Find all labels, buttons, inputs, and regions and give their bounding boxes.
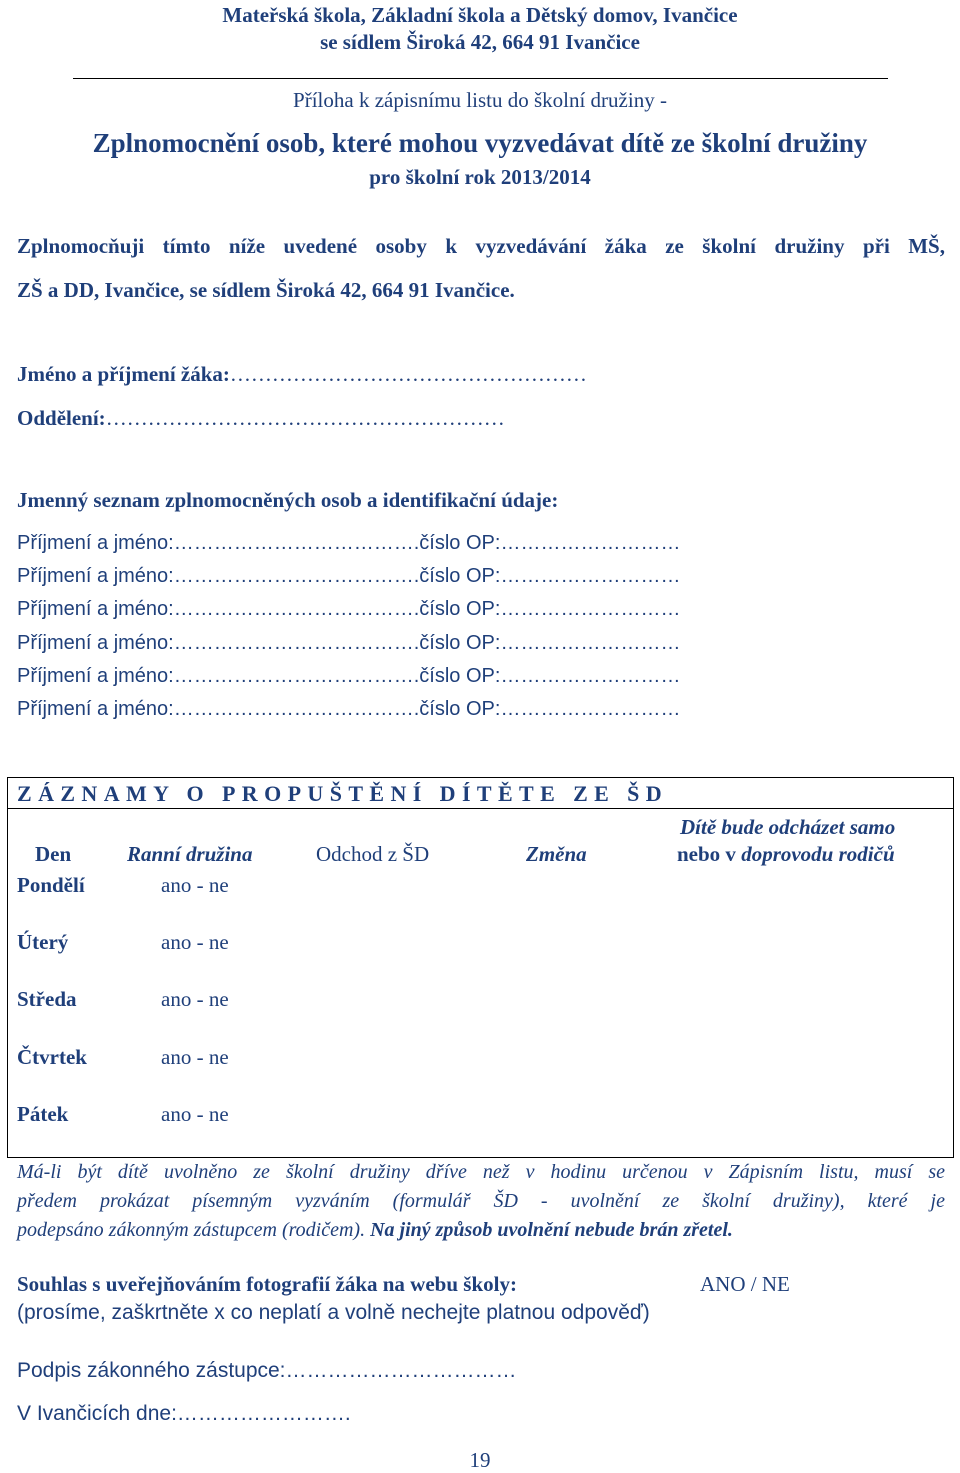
day-label: Středa [17,987,77,1012]
column-dite-line2: nebo v doprovodu rodičů [677,842,895,866]
signature-dots: …………………………… [285,1359,517,1382]
person-op-dots: ……………………… [500,631,681,654]
person-name-label: Příjmení a jméno: [17,565,174,588]
person-name-label: Příjmení a jméno: [17,532,174,554]
person-row[interactable] [17,698,680,721]
school-name: Mateřská škola, Základní škola a Dětský domov, Ivančice [222,3,738,27]
person-name-label: Příjmení a jméno: [17,598,174,621]
department-label: Oddělení: [17,406,106,430]
person-name-label: Příjmení a jméno: [17,664,174,687]
ranni-druzina-choice[interactable]: ano - ne [161,1101,229,1126]
day-label: Čtvrtek [17,1044,87,1069]
attachment-note: Příloha k zápisnímu listu do školní družiny - [293,88,667,112]
person-op-label: číslo OP: [419,631,501,654]
person-row[interactable] [17,532,680,555]
persons-heading: Jmenný seznam zplnomocněných osob a identifikační údaje: [17,488,559,512]
person-name-dots: ………………………………. [173,532,420,554]
intro-line-1: Zplnomocňuji tímto níže uvedené osoby k vyzvedávání žáka ze školní družiny při MŠ, [17,234,945,258]
column-ranni-druzina: Ranní družina [127,842,253,866]
records-heading: ZÁZNAMY O PROPUŠTĚNÍ DÍTĚTE ZE ŠD [17,781,669,806]
intro-line-2: ZŠ a DD, Ivančice, se sídlem Široká 42, 664 91 Ivančice. [17,278,515,302]
person-op-label: číslo OP: [419,565,501,588]
column-den: Den [35,842,72,866]
person-op-label: číslo OP: [419,532,501,554]
ranni-druzina-choice[interactable]: ano - ne [161,930,229,955]
ranni-druzina-choice[interactable]: ano - ne [161,987,229,1012]
page-number: 19 [469,1448,491,1472]
note-line-2: předem prokázat písemným vyzváním (formulář ŠD - uvolnění ze školní družiny), které je [17,1190,945,1212]
school-year: pro školní rok 2013/2014 [369,165,591,189]
person-op-label: číslo OP: [419,598,501,621]
date-field[interactable] [17,1402,351,1426]
person-op-dots: ……………………… [500,598,681,621]
person-op-label: číslo OP: [419,664,501,687]
column-zmena: Změna [526,842,587,866]
ranni-druzina-choice[interactable]: ano - ne [161,1044,229,1069]
person-op-label: číslo OP: [419,698,501,720]
signature-field[interactable] [17,1359,517,1383]
person-name-label: Příjmení a jméno: [17,631,174,654]
person-name-dots: ………………………………. [173,664,420,687]
date-label: V Ivančicích dne: [17,1402,177,1425]
student-name-label: Jméno a příjmení žáka: [17,362,230,386]
note-line-1: Má-li být dítě uvolněno ze školní družiny dříve než v hodinu určenou v Zápisním listu, musí se [17,1161,945,1183]
school-address: se sídlem Široká 42, 664 91 Ivančice [320,30,640,54]
person-row[interactable] [17,665,680,688]
person-row[interactable] [17,598,680,621]
person-op-dots: ……………………… [500,532,681,554]
person-name-label: Příjmení a jméno: [17,698,174,720]
student-name-dots: …………………………………………… [229,362,587,386]
person-op-dots: ……………………… [500,664,681,687]
ranni-druzina-choice[interactable]: ano - ne [161,873,229,897]
person-name-dots: ………………………………. [173,565,420,588]
records-heading-underline [7,808,953,809]
person-row[interactable] [17,565,680,588]
document-title: Zplnomocnění osob, které mohou vyzvedávat dítě ze školní družiny [92,128,868,158]
person-op-dots: ……………………… [500,565,681,588]
consent-instruction: (prosíme, zaškrtněte x co neplatí a volně nechejte platnou odpověď) [17,1301,650,1324]
date-dots: ……………………. [176,1402,351,1425]
column-odchod: Odchod z ŠD [316,842,430,866]
day-label: Pondělí [17,873,85,897]
consent-label: Souhlas s uveřejňováním fotografií žáka na webu školy: [17,1272,517,1296]
note-line-3: podepsáno zákonným zástupcem (rodičem). Na jiný způsob uvolnění nebude brán zřetel. [17,1219,733,1241]
person-op-dots: ……………………… [500,698,681,720]
department-field[interactable] [17,406,505,431]
person-name-dots: ………………………………. [173,598,420,621]
consent-options[interactable]: ANO / NE [700,1272,790,1296]
student-name-field[interactable] [17,362,587,387]
person-name-dots: ………………………………. [173,631,420,654]
signature-label: Podpis zákonného zástupce: [17,1359,286,1382]
column-dite-line1: Dítě bude odcházet samo [680,815,896,839]
department-dots: ………………………………………………… [105,406,505,430]
header-divider [73,78,888,79]
person-row[interactable] [17,632,680,655]
day-label: Úterý [17,930,69,955]
person-name-dots: ………………………………. [173,698,420,720]
day-label: Pátek [17,1101,69,1126]
